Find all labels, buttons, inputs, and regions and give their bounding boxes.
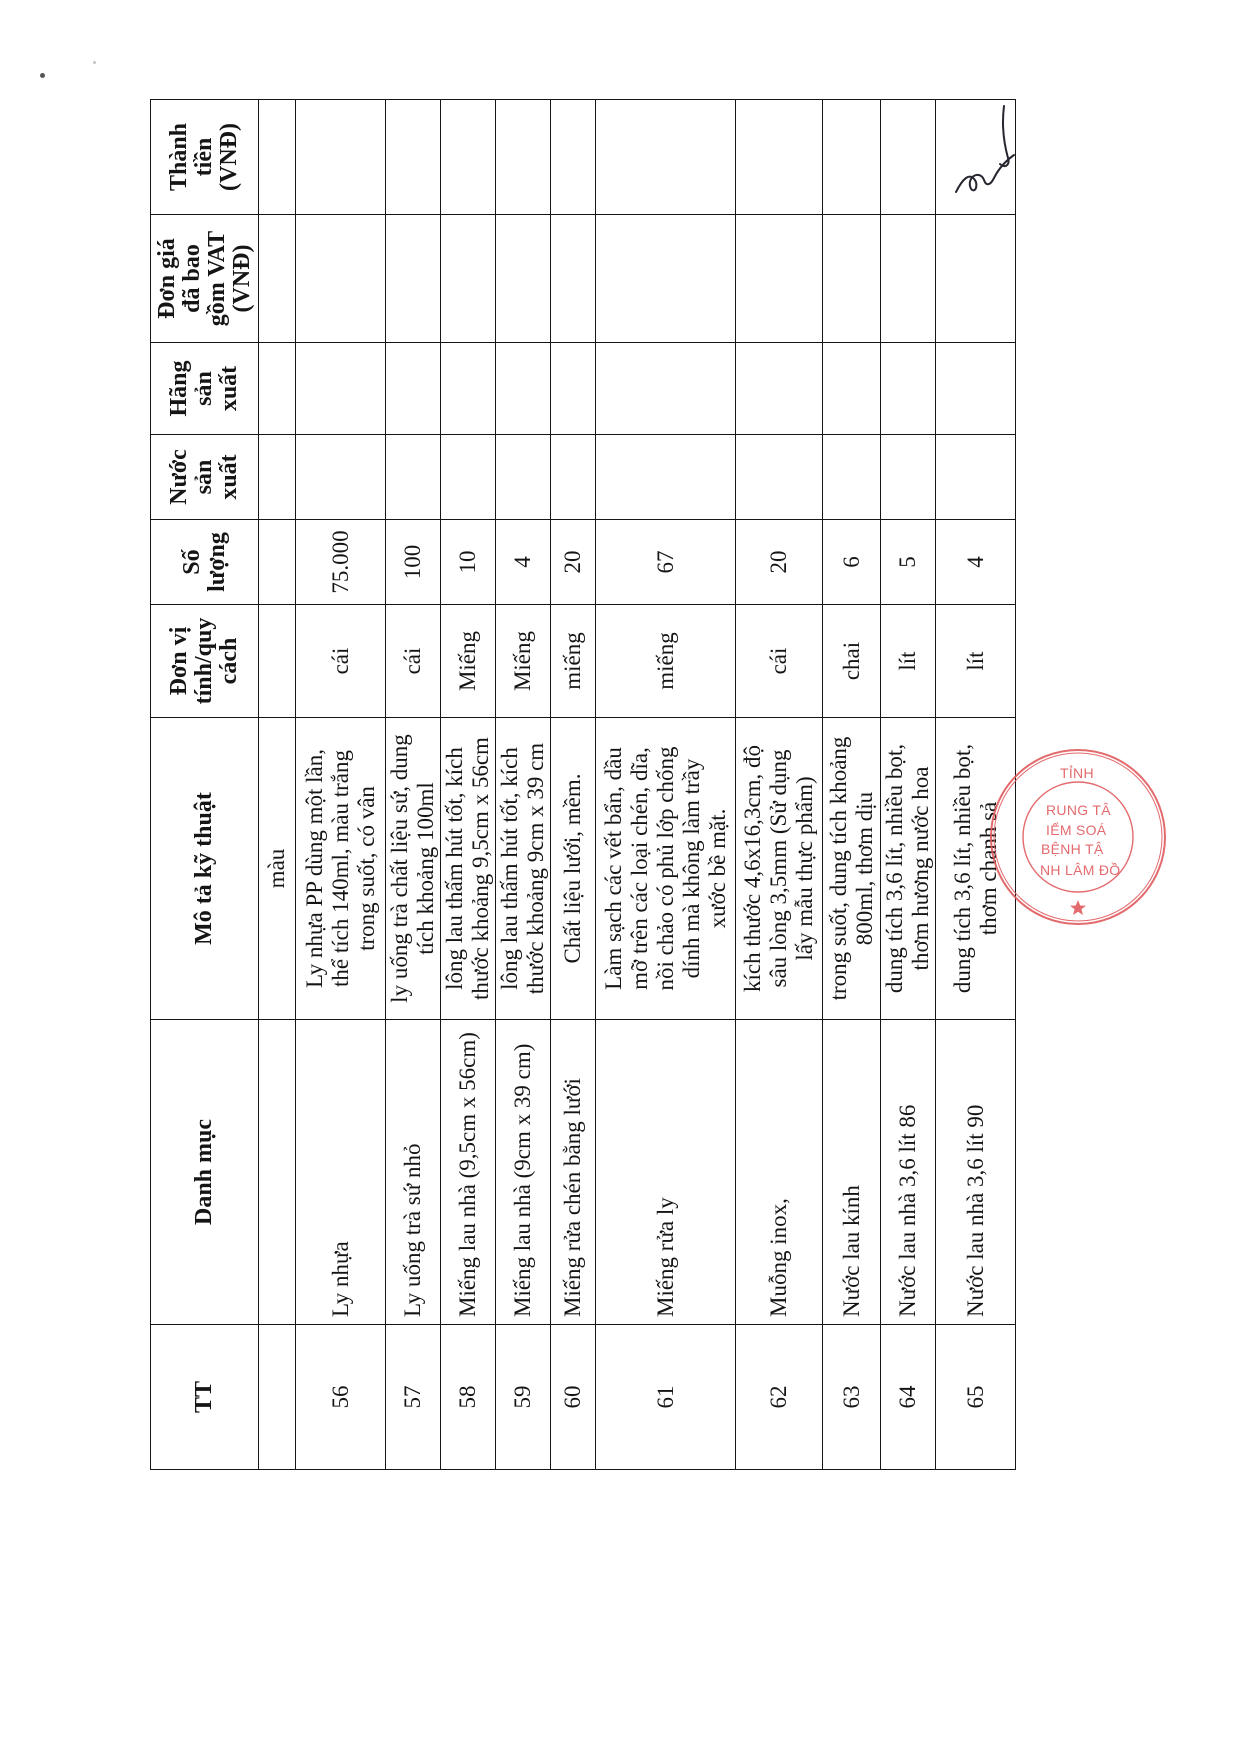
- cell-mo-ta-ky-thuat: [596, 718, 736, 1020]
- table-row: [936, 100, 1016, 1470]
- cell-line: thơm hương nước hoa: [908, 766, 933, 971]
- cell-hang-san-xuat: [881, 343, 936, 435]
- scan-speck: [93, 61, 96, 64]
- cell-so-luong: [551, 520, 596, 605]
- cell-tt: [551, 1325, 596, 1470]
- cell-tt: [881, 1325, 936, 1470]
- cell-don-vi-tinh: [386, 605, 441, 718]
- header-danh-muc: [151, 1020, 259, 1325]
- cell-don-gia: [881, 215, 936, 343]
- cell-hang-san-xuat: [596, 343, 736, 435]
- cell-don-gia: [441, 215, 496, 343]
- cell-so-luong: [823, 520, 881, 605]
- cell-tt: [936, 1325, 1016, 1470]
- cell-nuoc-san-xuat: [386, 435, 441, 520]
- cell-don-vi-tinh: [881, 605, 936, 718]
- cell-line: tích khoảng 100ml: [413, 782, 438, 955]
- cell-don-vi-tinh: [496, 605, 551, 718]
- cell-don-vi-tinh: [936, 605, 1016, 718]
- cell-text: Miếng rửa chén bằng lưới: [560, 1078, 585, 1317]
- cell-so-luong: [496, 520, 551, 605]
- stamp-ring-text: TỈNH: [1060, 765, 1094, 781]
- cell-hang-san-xuat: [936, 343, 1016, 435]
- cell-thanh-tien: [441, 100, 496, 215]
- items-table: [150, 99, 1016, 1470]
- cell-text: 61: [652, 1385, 678, 1409]
- header-nuoc-san-xuat: [151, 435, 259, 520]
- cell-danh-muc: [496, 1020, 551, 1325]
- cell-text: 64: [895, 1385, 920, 1409]
- cell-hang-san-xuat: [823, 343, 881, 435]
- cell-text: miếng: [652, 632, 678, 690]
- cell-so-luong: [441, 520, 496, 605]
- stamp-text-line: IỂM SOÁ: [1046, 822, 1107, 838]
- cell-line: trong suốt, dung tích khoảng: [825, 736, 851, 1001]
- table-row: [823, 100, 881, 1470]
- cell-text: chai: [838, 641, 864, 681]
- cell-don-vi-tinh: [551, 605, 596, 718]
- header-hang-san-xuat: [151, 343, 259, 435]
- cell-text: Miếng rửa ly: [652, 1197, 678, 1317]
- cell-thanh-tien: [881, 100, 936, 215]
- cell-line: kích thước 4,6x16,3cm, độ: [740, 745, 765, 992]
- header-label: tiền: [191, 137, 217, 177]
- stamp-text-line: NH LÂM ĐỒ: [1040, 862, 1121, 878]
- stamp-text-line: BỆNH TẬ: [1041, 841, 1104, 857]
- cell-thanh-tien: [259, 100, 296, 215]
- cell-mo-ta-ky-thuat: [259, 718, 296, 1020]
- cell-don-vi-tinh: [736, 605, 823, 718]
- header-tt: [151, 1325, 259, 1470]
- cell-line: dính mà không làm trầy: [678, 758, 704, 979]
- cell-tt: [386, 1325, 441, 1470]
- cell-line: 800ml, thơm dịu: [851, 791, 877, 946]
- rotated-table-container: [150, 100, 1015, 1470]
- cell-text: Miếng lau nhà (9cm x 39 cm): [510, 1043, 535, 1317]
- table-row: [596, 100, 736, 1470]
- cell-tt: [596, 1325, 736, 1470]
- table-row: [296, 100, 386, 1470]
- cell-line: Làm sạch các vết bẩn, dầu: [600, 747, 626, 990]
- cell-nuoc-san-xuat: [936, 435, 1016, 520]
- cell-text: miếng: [560, 632, 585, 690]
- header-label: Danh mục: [191, 1118, 217, 1226]
- cell-mo-ta-ky-thuat: [551, 718, 596, 1020]
- cell-don-gia: [823, 215, 881, 343]
- cell-don-gia: [551, 215, 596, 343]
- cell-tt: [259, 1325, 296, 1470]
- cell-nuoc-san-xuat: [823, 435, 881, 520]
- table-row: [386, 100, 441, 1470]
- cell-danh-muc: [596, 1020, 736, 1325]
- header-so-luong: [151, 520, 259, 605]
- cell-thanh-tien: [386, 100, 441, 215]
- cell-mo-ta-ky-thuat: [386, 718, 441, 1020]
- stamp: [1037, 745, 1121, 935]
- cell-text: Miếng: [455, 630, 480, 692]
- cell-don-vi-tinh: [823, 605, 881, 718]
- cell-danh-muc: [441, 1020, 496, 1325]
- cell-text: cái: [327, 647, 353, 675]
- cell-text: 100: [400, 544, 425, 580]
- cell-line: nồi chảo có phủ lớp chống: [652, 746, 678, 991]
- cell-tt: [823, 1325, 881, 1470]
- cell-text: Muỗng inox,: [766, 1198, 791, 1317]
- cell-mo-ta-ky-thuat: [936, 718, 1016, 1020]
- cell-text: cái: [766, 647, 791, 675]
- cell-mo-ta-ky-thuat: [823, 718, 881, 1020]
- cell-thanh-tien: [823, 100, 881, 215]
- cell-danh-muc: [259, 1020, 296, 1325]
- cell-text: 57: [400, 1385, 425, 1409]
- header-thanh-tien: [151, 100, 259, 215]
- cell-line: lông lau thấm hút tốt, kích: [497, 747, 522, 990]
- header-label: gồm VAT: [203, 230, 230, 327]
- table-body: [259, 100, 1016, 1470]
- cell-text: 20: [560, 550, 585, 574]
- cell-line: mỡ trên các loại chén, dĩa,: [626, 747, 652, 990]
- cell-text: 20: [766, 550, 791, 574]
- cell-thanh-tien: [296, 100, 386, 215]
- header-label: TT: [191, 1381, 217, 1414]
- cell-text: 6: [838, 556, 864, 568]
- cell-text: 62: [766, 1385, 791, 1409]
- cell-tt: [441, 1325, 496, 1470]
- cell-so-luong: [386, 520, 441, 605]
- cell-so-luong: [296, 520, 386, 605]
- cell-line: thước khoảng 9,5cm x 56cm: [468, 737, 493, 1000]
- cell-thanh-tien: [596, 100, 736, 215]
- cell-text: 59: [510, 1385, 535, 1409]
- cell-mo-ta-ky-thuat: [296, 718, 386, 1020]
- header-row: [151, 100, 259, 1470]
- cell-text: 4: [962, 556, 988, 568]
- cell-line: lấy mẫu thực phẩm): [792, 776, 817, 961]
- table-row: [496, 100, 551, 1470]
- cell-danh-muc: [936, 1020, 1016, 1325]
- header-label: đã bao: [178, 244, 205, 313]
- cell-nuoc-san-xuat: [736, 435, 823, 520]
- cell-danh-muc: [386, 1020, 441, 1325]
- cell-text: Miếng: [510, 630, 535, 692]
- cell-so-luong: [936, 520, 1016, 605]
- cell-don-vi-tinh: [596, 605, 736, 718]
- cell-so-luong: [736, 520, 823, 605]
- cell-nuoc-san-xuat: [881, 435, 936, 520]
- cell-nuoc-san-xuat: [496, 435, 551, 520]
- cell-don-gia: [596, 215, 736, 343]
- header-label: xuất: [216, 454, 242, 500]
- cell-tt: [496, 1325, 551, 1470]
- header-label: tính/quy: [191, 617, 217, 705]
- cell-line: màu: [264, 848, 289, 889]
- cell-so-luong: [881, 520, 936, 605]
- cell-text: Ly uống trà sứ nhỏ: [400, 1143, 425, 1317]
- cell-text: 58: [455, 1385, 480, 1409]
- cell-text: Nước lau nhà 3,6 lít 86: [895, 1104, 920, 1317]
- cell-nuoc-san-xuat: [259, 435, 296, 520]
- cell-danh-muc: [736, 1020, 823, 1325]
- cell-text: Nước lau nhà 3,6 lít 90: [962, 1104, 988, 1317]
- header-label: sản: [191, 371, 217, 406]
- scan-speck: [40, 73, 45, 78]
- cell-text: cái: [400, 647, 425, 675]
- cell-text: Nước lau kính: [838, 1185, 864, 1317]
- header-label: Hãng: [166, 360, 192, 417]
- cell-text: Miếng lau nhà (9,5cm x 56cm): [455, 1032, 480, 1317]
- header-label: (VNĐ): [216, 123, 242, 191]
- cell-text: 5: [895, 556, 920, 568]
- cell-line: lông lau thấm hút tốt, kích: [442, 747, 467, 990]
- header-label: cách: [216, 637, 242, 685]
- cell-hang-san-xuat: [296, 343, 386, 435]
- cell-hang-san-xuat: [441, 343, 496, 435]
- cell-don-gia: [386, 215, 441, 343]
- table-row: [441, 100, 496, 1470]
- header-label: Mô tả kỹ thuật: [191, 792, 217, 945]
- header-label: Số: [178, 549, 205, 575]
- cell-don-gia: [736, 215, 823, 343]
- cell-text: 4: [510, 556, 535, 568]
- table-row: [736, 100, 823, 1470]
- cell-text: 60: [560, 1385, 585, 1409]
- cell-text: 65: [962, 1385, 988, 1409]
- header-label: lượng: [203, 532, 230, 592]
- cell-line: Chất liệu lưới, mềm.: [560, 773, 585, 964]
- cell-don-vi-tinh: [296, 605, 386, 718]
- stamp-text-line: RUNG TÂ: [1046, 802, 1111, 818]
- header-label: sản: [191, 459, 217, 495]
- header-don-gia: [151, 215, 259, 343]
- cell-nuoc-san-xuat: [596, 435, 736, 520]
- cell-tt: [736, 1325, 823, 1470]
- cell-danh-muc: [551, 1020, 596, 1325]
- cell-hang-san-xuat: [551, 343, 596, 435]
- cell-text: lít: [895, 651, 920, 671]
- cell-line: dung tích 3,6 lít, nhiều bọt,: [882, 743, 907, 994]
- cell-nuoc-san-xuat: [441, 435, 496, 520]
- cell-don-gia: [259, 215, 296, 343]
- cell-text: 56: [327, 1385, 353, 1409]
- header-label: xuất: [216, 365, 242, 412]
- cell-nuoc-san-xuat: [551, 435, 596, 520]
- cell-hang-san-xuat: [496, 343, 551, 435]
- header-label: Đơn giá: [153, 238, 180, 319]
- cell-danh-muc: [296, 1020, 386, 1325]
- cell-line: thể tích 140ml, màu trắng: [327, 750, 353, 987]
- cell-thanh-tien: [551, 100, 596, 215]
- signature: [948, 100, 1020, 200]
- cell-line: thơm chanh sả: [975, 801, 1001, 936]
- cell-text: 67: [652, 550, 678, 574]
- cell-text: 63: [838, 1385, 864, 1409]
- cell-thanh-tien: [496, 100, 551, 215]
- cell-don-gia: [496, 215, 551, 343]
- cell-line: ly uống trà chất liệu sứ, dung: [387, 734, 412, 1003]
- table-row: [551, 100, 596, 1470]
- cell-don-vi-tinh: [259, 605, 296, 718]
- cell-line: xước bề mặt.: [704, 808, 730, 929]
- cell-text: 10: [455, 550, 480, 574]
- cell-danh-muc: [881, 1020, 936, 1325]
- cell-tt: [296, 1325, 386, 1470]
- cell-mo-ta-ky-thuat: [736, 718, 823, 1020]
- table-row: [881, 100, 936, 1470]
- cell-text: Ly nhựa: [327, 1241, 353, 1317]
- header-mo-ta-ky-thuat: [151, 718, 259, 1020]
- header-don-vi-tinh: [151, 605, 259, 718]
- cell-so-luong: [596, 520, 736, 605]
- cell-text: 75.000: [327, 530, 353, 594]
- cell-line: dung tích 3,6 lít, nhiều bọt,: [949, 743, 975, 994]
- header-label: Nước: [166, 449, 192, 505]
- star-icon: [1070, 900, 1086, 915]
- cell-mo-ta-ky-thuat: [881, 718, 936, 1020]
- cell-line: trong suốt, có vân: [353, 786, 379, 951]
- cell-mo-ta-ky-thuat: [496, 718, 551, 1020]
- cell-danh-muc: [823, 1020, 881, 1325]
- cell-text: lít: [962, 651, 988, 671]
- cell-line: sâu lòng 3,5mm (Sử dụng: [766, 749, 791, 988]
- table-header: [151, 100, 259, 1470]
- header-label: (VNĐ): [228, 244, 255, 313]
- cell-hang-san-xuat: [259, 343, 296, 435]
- cell-hang-san-xuat: [386, 343, 441, 435]
- cell-thanh-tien: [736, 100, 823, 215]
- cell-nuoc-san-xuat: [296, 435, 386, 520]
- header-label: Thành: [166, 122, 192, 192]
- cell-so-luong: [259, 520, 296, 605]
- cell-don-gia: [296, 215, 386, 343]
- cell-mo-ta-ky-thuat: [441, 718, 496, 1020]
- header-label: Đơn vị: [166, 626, 192, 696]
- table-row: [259, 100, 296, 1470]
- cell-line: Ly nhựa PP dùng một lần,: [301, 748, 327, 989]
- cell-hang-san-xuat: [736, 343, 823, 435]
- cell-don-gia: [936, 215, 1016, 343]
- cell-don-vi-tinh: [441, 605, 496, 718]
- cell-line: thước khoảng 9cm x 39 cm: [523, 742, 548, 995]
